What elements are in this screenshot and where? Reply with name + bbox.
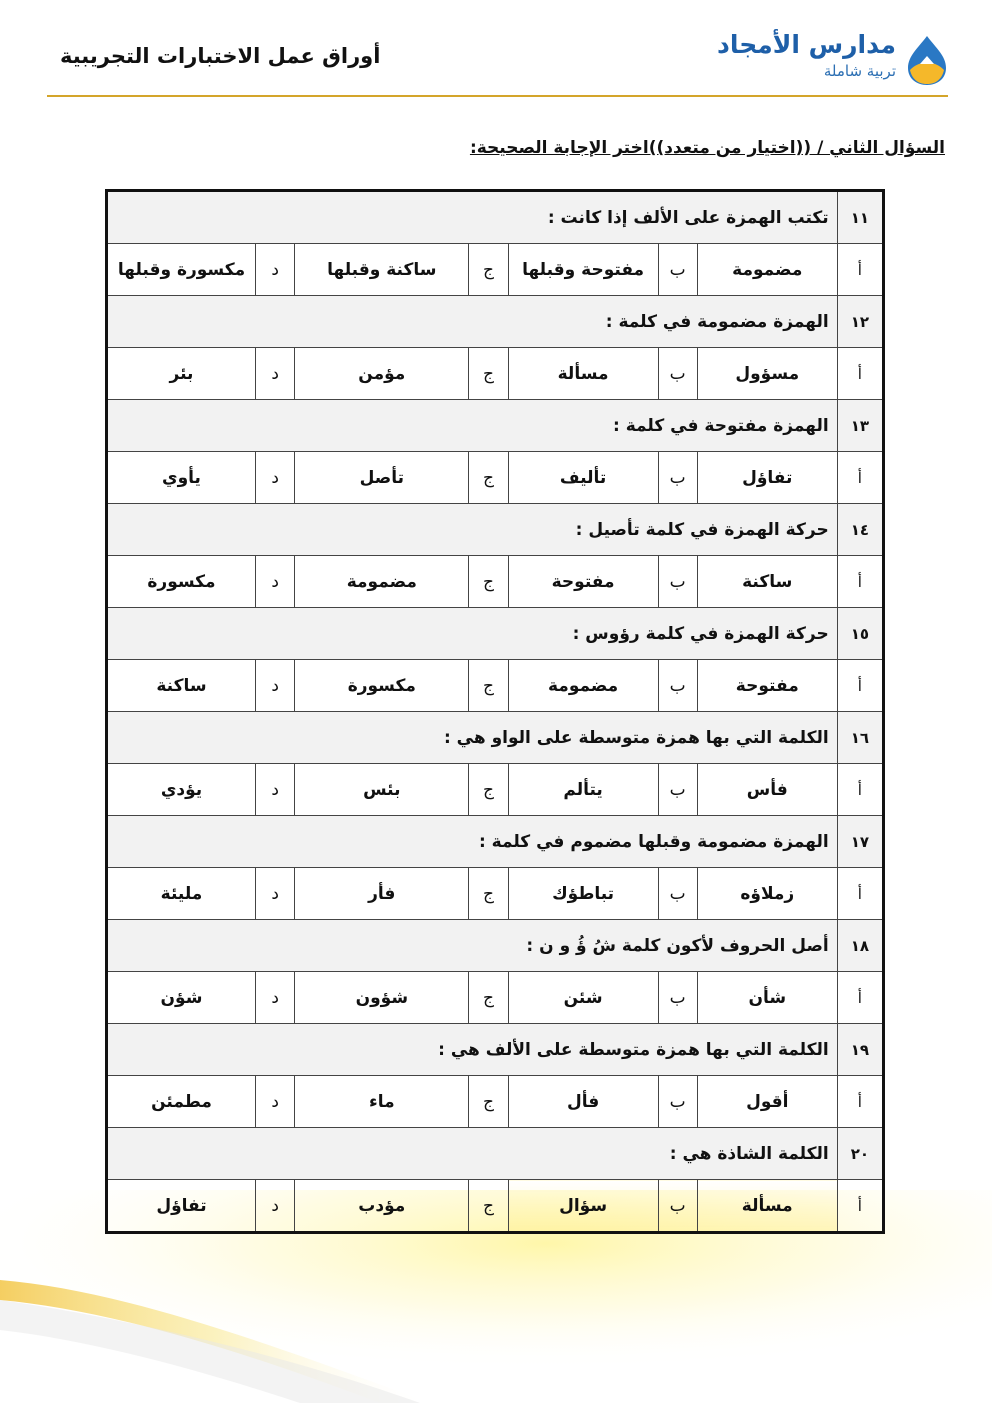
option-answer[interactable]: فأس — [697, 764, 837, 816]
option-answer[interactable]: ماء — [295, 1076, 469, 1128]
option-letter: أ — [837, 1076, 883, 1128]
logo-drop-icon — [906, 34, 948, 86]
option-letter: ب — [658, 348, 697, 400]
question-number: ١٥ — [837, 608, 883, 660]
option-answer[interactable]: ساكنة — [697, 556, 837, 608]
question-stem: حركة الهمزة في كلمة تأصيل : — [107, 504, 838, 556]
option-letter: د — [256, 972, 295, 1024]
options-row — [107, 660, 884, 712]
option-answer[interactable]: فأل — [508, 1076, 658, 1128]
option-answer[interactable]: تأصل — [295, 452, 469, 504]
option-letter: ب — [658, 972, 697, 1024]
option-letter: ج — [469, 556, 508, 608]
option-letter: أ — [837, 868, 883, 920]
option-letter: د — [256, 556, 295, 608]
option-answer[interactable]: شئن — [508, 972, 658, 1024]
question-row — [107, 712, 884, 764]
option-answer[interactable]: مضمومة — [697, 244, 837, 296]
option-answer[interactable]: مضمومة — [295, 556, 469, 608]
school-logo — [718, 30, 948, 90]
option-answer[interactable]: بئر — [107, 348, 256, 400]
option-letter: ج — [469, 1180, 508, 1233]
logo-tagline: تربية شاملة — [823, 62, 896, 80]
option-answer[interactable]: تفاؤل — [107, 1180, 256, 1233]
option-letter: ج — [469, 244, 508, 296]
options-row — [107, 764, 884, 816]
option-answer[interactable]: مفتوحة — [697, 660, 837, 712]
option-letter: د — [256, 660, 295, 712]
options-row — [107, 556, 884, 608]
option-answer[interactable]: يأوي — [107, 452, 256, 504]
option-answer[interactable]: بئس — [295, 764, 469, 816]
question-number: ١٣ — [837, 400, 883, 452]
option-answer[interactable]: يؤدي — [107, 764, 256, 816]
option-letter: ب — [658, 244, 697, 296]
option-answer[interactable]: شؤن — [107, 972, 256, 1024]
question-row — [107, 920, 884, 972]
option-letter: ج — [469, 348, 508, 400]
question-row — [107, 608, 884, 660]
option-answer[interactable]: تفاؤل — [697, 452, 837, 504]
option-letter: ب — [658, 1076, 697, 1128]
option-letter: ج — [469, 972, 508, 1024]
header-divider — [47, 95, 948, 97]
option-answer[interactable]: مسألة — [508, 348, 658, 400]
option-letter: أ — [837, 452, 883, 504]
question-number: ١٧ — [837, 816, 883, 868]
option-letter: أ — [837, 348, 883, 400]
option-letter: د — [256, 868, 295, 920]
section-heading: السؤال الثاني / ((اختيار من متعدد))اختر الإجابة الصحيحة: — [469, 138, 945, 158]
question-number: ١٩ — [837, 1024, 883, 1076]
option-letter: د — [256, 244, 295, 296]
question-row — [107, 1024, 884, 1076]
question-number: ١٢ — [837, 296, 883, 348]
option-letter: أ — [837, 972, 883, 1024]
options-row — [107, 972, 884, 1024]
question-stem: الكلمة التي بها همزة متوسطة على الواو هي : — [107, 712, 838, 764]
option-letter: ب — [658, 868, 697, 920]
question-stem: الهمزة مضمومة وقبلها مضموم في كلمة : — [107, 816, 838, 868]
option-answer[interactable]: مكسورة وقبلها — [107, 244, 256, 296]
options-row — [107, 1076, 884, 1128]
question-row — [107, 400, 884, 452]
document-title: أوراق عمل الاختبارات التجريبية — [60, 44, 381, 68]
option-letter: د — [256, 1180, 295, 1233]
option-answer[interactable]: مسؤول — [697, 348, 837, 400]
option-answer[interactable]: ساكنة — [107, 660, 256, 712]
option-answer[interactable]: شأن — [697, 972, 837, 1024]
question-number: ٢٠ — [837, 1128, 883, 1180]
option-letter: ب — [658, 452, 697, 504]
option-answer[interactable]: تأليف — [508, 452, 658, 504]
option-answer[interactable]: ساكنة وقبلها — [295, 244, 469, 296]
option-letter: ب — [658, 660, 697, 712]
option-answer[interactable]: أقول — [697, 1076, 837, 1128]
option-answer[interactable]: تباطؤك — [508, 868, 658, 920]
question-stem: تكتب الهمزة على الألف إذا كانت : — [107, 191, 838, 244]
option-letter: د — [256, 452, 295, 504]
question-number: ١٤ — [837, 504, 883, 556]
option-letter: أ — [837, 244, 883, 296]
option-letter: أ — [837, 764, 883, 816]
question-stem: أصل الحروف لأكون كلمة شُ ؤُ و ن : — [107, 920, 838, 972]
question-number: ١٨ — [837, 920, 883, 972]
option-answer[interactable]: سؤال — [508, 1180, 658, 1233]
question-row — [107, 816, 884, 868]
option-answer[interactable]: يتألم — [508, 764, 658, 816]
logo-name: مدارس الأمجاد — [717, 30, 896, 59]
question-row — [107, 296, 884, 348]
question-stem: الهمزة مضمومة في كلمة : — [107, 296, 838, 348]
options-row — [107, 1180, 884, 1233]
option-letter: ج — [469, 452, 508, 504]
options-row — [107, 244, 884, 296]
question-stem: حركة الهمزة في كلمة رؤوس : — [107, 608, 838, 660]
option-letter: أ — [837, 556, 883, 608]
question-number: ١١ — [837, 191, 883, 244]
option-letter: د — [256, 764, 295, 816]
option-answer[interactable]: شؤون — [295, 972, 469, 1024]
question-number: ١٦ — [837, 712, 883, 764]
option-letter: ب — [658, 1180, 697, 1233]
option-answer[interactable]: فأر — [295, 868, 469, 920]
option-letter: ب — [658, 556, 697, 608]
question-row — [107, 191, 884, 244]
option-letter: ب — [658, 764, 697, 816]
options-row — [107, 452, 884, 504]
questions-table — [105, 189, 885, 1234]
option-answer[interactable]: مؤدب — [295, 1180, 469, 1233]
options-row — [107, 348, 884, 400]
question-stem: الكلمة التي بها همزة متوسطة على الألف هي : — [107, 1024, 838, 1076]
option-letter: أ — [837, 1180, 883, 1233]
option-letter: ج — [469, 764, 508, 816]
option-answer[interactable]: مطمئن — [107, 1076, 256, 1128]
option-letter: ج — [469, 660, 508, 712]
option-answer[interactable]: مفتوحة — [508, 556, 658, 608]
option-letter: ج — [469, 1076, 508, 1128]
option-letter: ج — [469, 868, 508, 920]
option-letter: د — [256, 348, 295, 400]
option-answer[interactable]: مفتوحة وقبلها — [508, 244, 658, 296]
option-answer[interactable]: مسألة — [697, 1180, 837, 1233]
option-letter: د — [256, 1076, 295, 1128]
option-answer[interactable]: مكسورة — [295, 660, 469, 712]
option-answer[interactable]: مكسورة — [107, 556, 256, 608]
option-letter: أ — [837, 660, 883, 712]
question-row — [107, 504, 884, 556]
question-stem: الكلمة الشاذة هي : — [107, 1128, 838, 1180]
option-answer[interactable]: زملاؤه — [697, 868, 837, 920]
option-answer[interactable]: مليئة — [107, 868, 256, 920]
question-stem: الهمزة مفتوحة في كلمة : — [107, 400, 838, 452]
question-row — [107, 1128, 884, 1180]
options-row — [107, 868, 884, 920]
option-answer[interactable]: مضمومة — [508, 660, 658, 712]
option-answer[interactable]: مؤمن — [295, 348, 469, 400]
